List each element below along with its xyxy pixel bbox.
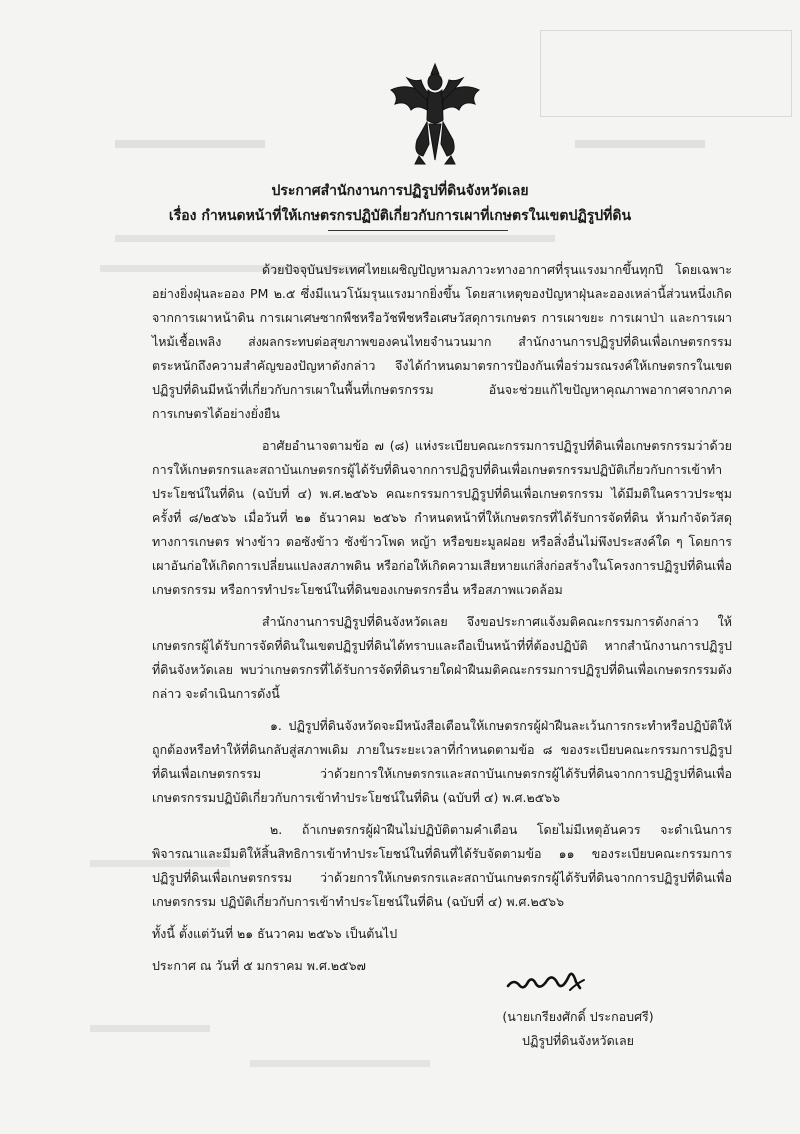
bleed-through-mark [575, 140, 705, 148]
handwritten-signature [500, 960, 590, 1000]
bleed-through-mark [115, 140, 265, 148]
title-underline [328, 230, 508, 231]
signer-block [478, 1005, 678, 1053]
paragraph-measure-2: ๒. ถ้าเกษตรกรผู้ฝ่าฝืนไม่ปฏิบัติตามคำเตือน โดยไม่มีเหตุอันควร จะดำเนินการพิจารณาและมีมติให้สิ้นสิทธิการเข้าทำประโยชน์ในที่ดินที่ได้รับจัดตามข้อ ๑๑ ของระเบียบคณะกรรมการปฏิรูปที่ดินเพื่อเกษตรกรรม ว่าด้วยการให้เกษตรกรและสถาบันเกษตรกรผู้ได้รับที่ดินจากการปฏิรูปที่ดินเพื่อเกษตรกรรม ปฏิบัติเกี่ยวกับการเข้าทำประโยชน์ในที่ดิน (ฉบับที่ ๔) พ.ศ.๒๕๖๖ [152, 822, 732, 909]
garuda-emblem-icon [385, 60, 485, 170]
bleed-through-box [540, 30, 792, 117]
signer-position: ปฏิรูปที่ดินจังหวัดเลย [522, 1033, 634, 1048]
effective-date: ทั้งนี้ ตั้งแต่วันที่ ๒๑ ธันวาคม ๒๕๖๖ เป็นต้นไป [152, 926, 398, 941]
paragraph-background: ด้วยปัจจุบันประเทศไทยเผชิญปัญหามลภาวะทางอากาศที่รุนแรงมากขึ้นทุกปี โดยเฉพาะอย่างยิ่งฝุ่นละออง PM ๒.๕ ซึ่งมีแนวโน้มรุนแรงมากยิ่งขึ้น โดยสาเหตุของปัญหาฝุ่นละอองเหล่านี้ส่วนหนึ่งเกิดจากการเผาหน้าดิน การเผาเศษซากพืชหรือวัชพืชหรือเศษวัสดุการเกษตร การเผาขยะ การเผาป่า และการเผาไหม้เชื้อเพลิง ส่งผลกระทบต่อสุขภาพของคนไทยจำนวนมาก สำนักงานการปฏิรูปที่ดินเพื่อเกษตรกรรม ตระหนักถึงความสำคัญของปัญหาดังกล่าว จึงได้กำหนดมาตรการป้องกันเพื่อร่วมรณรงค์ให้เกษตรกรในเขตปฏิรูปที่ดินมีหน้าที่เกี่ยวกับการเผาในพื้นที่เกษตรกรรม อันจะช่วยแก้ไขปัญหาคุณภาพอากาศจากภาคการเกษตรได้อย่างยั่งยืน [152, 262, 732, 421]
paragraph-measure-1: ๑. ปฏิรูปที่ดินจังหวัดจะมีหนังสือเตือนให้เกษตรกรผู้ฝ่าฝืนละเว้นการกระทำหรือปฏิบัติให้ถูกต้องหรือทำให้ที่ดินกลับสู่สภาพเดิม ภายในระยะเวลาที่กำหนดตามข้อ ๘ ของระเบียบคณะกรรมการปฏิรูปที่ดินเพื่อเกษตรกรรม ว่าด้วยการให้เกษตรกรและสถาบันเกษตรกรผู้ได้รับที่ดินจากการปฏิรูปที่ดินเพื่อเกษตรกรรมปฏิบัติเกี่ยวกับการเข้าทำประโยชน์ในที่ดิน (ฉบับที่ ๔) พ.ศ.๒๕๖๖ [152, 718, 732, 805]
announcement-subject: เรื่อง กำหนดหน้าที่ให้เกษตรกรปฏิบัติเกี่ยวกับการเผาที่เกษตรในเขตปฏิรูปที่ดิน [168, 208, 632, 224]
announcement-body [152, 258, 732, 986]
paragraph-authority: อาศัยอำนาจตามข้อ ๗ (๘) แห่งระเบียบคณะกรรมการปฏิรูปที่ดินเพื่อเกษตรกรรมว่าด้วยการให้เกษตรกรและสถาบันเกษตรกรผู้ได้รับที่ดินจากการปฏิรูปที่ดินเพื่อเกษตรกรรมปฏิบัติเกี่ยวกับการเข้าทำประโยชน์ในที่ดิน (ฉบับที่ ๔) พ.ศ.๒๕๖๖ คณะกรรมการปฏิรูปที่ดินเพื่อเกษตรกรรม ได้มีมติในคราวประชุมครั้งที่ ๘/๒๕๖๖ เมื่อวันที่ ๒๑ ธันวาคม ๒๕๖๖ กำหนดหน้าที่ให้เกษตรกรที่ได้รับการจัดที่ดิน ห้ามกำจัดวัสดุทางการเกษตร ฟางข้าว ตอซังข้าว ซังข้าวโพด หญ้า หรือขยะมูลฝอย หรือสิ่งอื่นไม่พึงประสงค์ใด ๆ โดยการเผาอันก่อให้เกิดการเปลี่ยนแปลงสภาพดิน หรือก่อให้เกิดความเสียหายแก่สิ่งก่อสร้างในโครงการปฏิรูปที่ดินเพื่อเกษตรกรรม หรือการทำประโยชน์ในที่ดินของเกษตรกรอื่น หรือสภาพแวดล้อม [152, 438, 732, 597]
signer-name: (นายเกรียงศักดิ์ ประกอบศรี) [502, 1009, 654, 1024]
bleed-through-mark [115, 235, 555, 242]
announcement-title: ประกาศสำนักงานการปฏิรูปที่ดินจังหวัดเลย [271, 183, 529, 199]
bleed-through-mark [90, 1025, 210, 1032]
announced-date: ประกาศ ณ วันที่ ๕ มกราคม พ.ศ.๒๕๖๗ [152, 958, 366, 973]
bleed-through-mark [250, 1060, 430, 1067]
paragraph-notice: สำนักงานการปฏิรูปที่ดินจังหวัดเลย จึงขอประกาศแจ้งมติคณะกรรมการดังกล่าว ให้เกษตรกรผู้ได้รับการจัดที่ดินในเขตปฏิรูปที่ดินได้ทราบและถือเป็นหน้าที่ที่ต้องปฏิบัติ หากสำนักงานการปฏิรูปที่ดินจังหวัดเลย พบว่าเกษตรกรที่ได้รับการจัดที่ดินรายใดฝ่าฝืนมติคณะกรรมการปฏิรูปที่ดินเพื่อเกษตรกรรมดังกล่าว จะดำเนินการดังนี้ [152, 614, 732, 701]
